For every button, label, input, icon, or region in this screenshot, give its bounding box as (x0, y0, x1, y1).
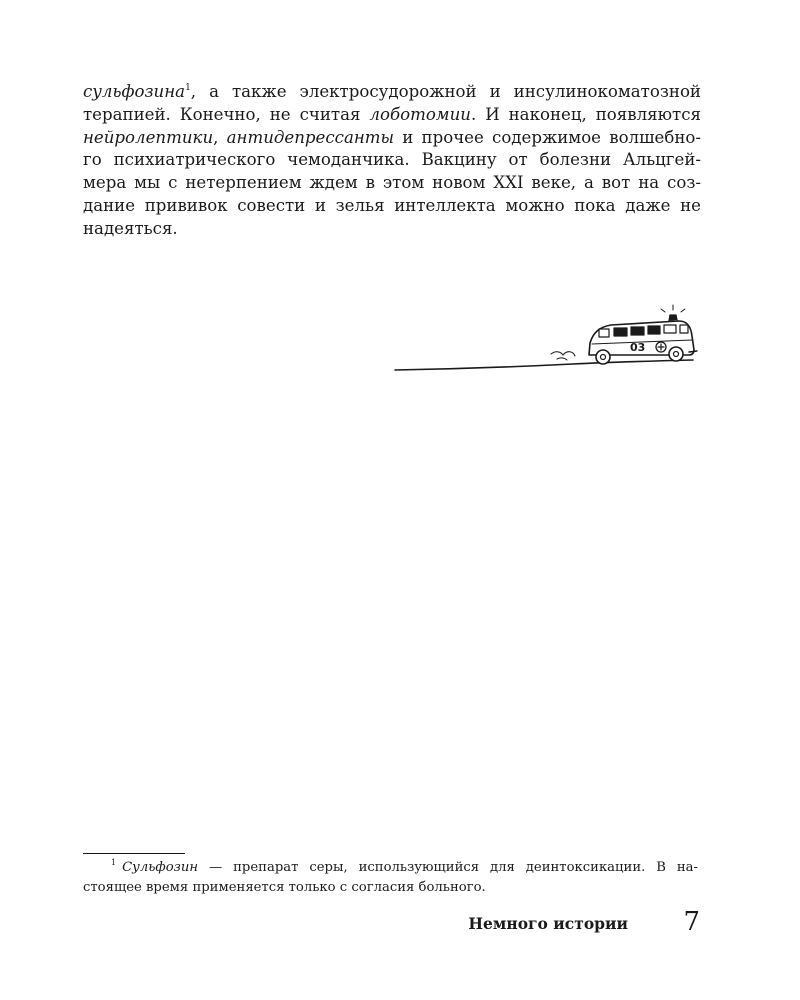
ambulance-drawing (393, 300, 703, 380)
body-line-4: го психиатрического чемоданчика. Вакцину от болезни Альцгей- (83, 150, 701, 170)
dust-puff (551, 352, 575, 356)
body-line-7: надеяться. (83, 218, 178, 238)
body-line-5: мера мы с нетерпением ждем в этом новом XXI веке, а вот на соз- (83, 173, 701, 193)
footnote-reference[interactable]: 1 (185, 83, 191, 93)
body-paragraph (83, 81, 701, 241)
page-number: 7 (683, 907, 700, 937)
footnote-term: Сульфозин (122, 860, 199, 875)
term-sulfozin: сульфозина (83, 82, 186, 101)
body-line-3: нейролептики, антидепрессанты и прочее содержимое волшебно- (83, 127, 701, 147)
body-line-6: дание прививок совести и зелья интеллекта можно пока даже не (83, 195, 701, 215)
footnote (83, 858, 698, 898)
road-line (395, 360, 693, 370)
term-lobotomy: лоботомии (369, 104, 471, 124)
rear-wheel (669, 347, 683, 361)
body-line-1: сульфозина$^1$, а также электросудорожной и инсулинокоматозной (83, 82, 701, 101)
footnote-line-2: стоящее время применяется только с согласия больного. (83, 880, 486, 895)
footnote-marker: 1 (111, 858, 117, 867)
footnote-line-1: $^1$ Сульфозин — препарат серы, использующийся для деинтоксикации. В на- (111, 858, 698, 875)
term-antidepressants: антидепрессанты (226, 127, 395, 147)
front-wheel (596, 350, 610, 364)
term-neuroleptics: нейролептики (83, 127, 214, 147)
siren-light (669, 315, 677, 321)
footnote-separator (83, 853, 185, 854)
running-head: Немного истории (468, 914, 628, 933)
body-line-2: терапией. Конечно, не считая лоботомии. И наконец, появляются (83, 104, 701, 124)
ambulance-number: 03 (630, 341, 646, 354)
